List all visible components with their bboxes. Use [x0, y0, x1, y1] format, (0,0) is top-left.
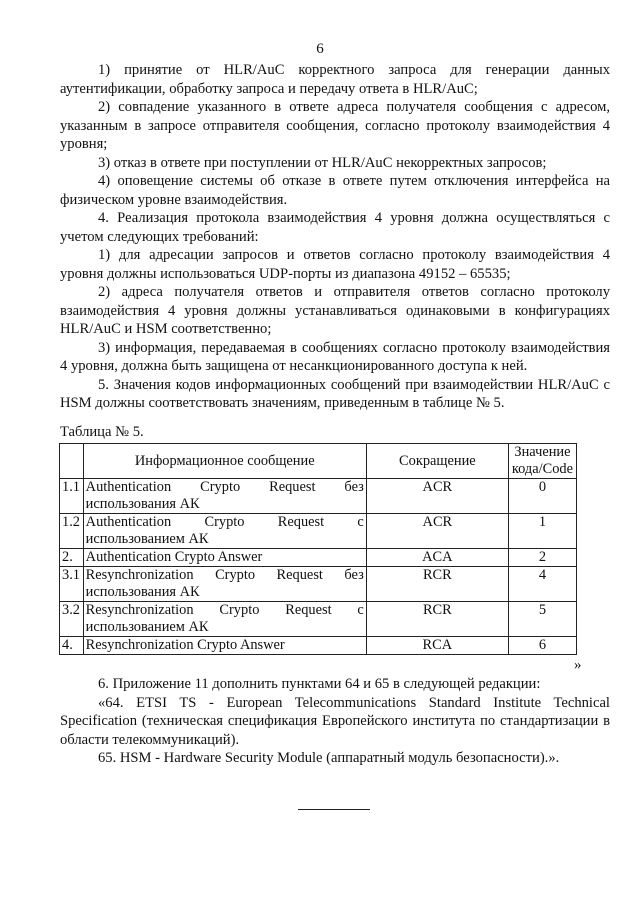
table-header-row [60, 444, 577, 479]
closing-quote-mark: » [574, 657, 582, 673]
paragraph-3-4: 4) оповещение системы об отказе в ответе путем отключения интерфейса на физическом уровне взаимодействия. [60, 173, 610, 208]
codes-table [59, 443, 577, 655]
paragraph-item-64: «64. ETSI TS - European Telecommunications Standard Institute Technical Specification (техническая спецификация Европейского института по стандартизации в области телекоммуникаций). [60, 694, 610, 748]
row-message-line1: Resynchronization Crypto Request с [85, 602, 364, 618]
table-caption: Таблица № 5. [60, 424, 144, 440]
row-message [83, 479, 366, 514]
paragraph-3-1: 1) принятие от HLR/AuC корректного запроса для генерации данных аутентификации, обработку запроса и передачу ответа в HLR/AuC; [60, 62, 610, 97]
row-num: 1.1 [60, 479, 84, 514]
row-message-line1: Resynchronization Crypto Request без [85, 567, 364, 583]
row-num: 1.2 [60, 514, 84, 549]
row-num: 2. [60, 549, 84, 567]
row-code: 6 [508, 637, 576, 655]
header-code [508, 444, 576, 479]
header-code-line2: кода/Code [511, 461, 573, 477]
table-row [60, 514, 577, 549]
table-row [60, 479, 577, 514]
end-divider [298, 809, 370, 810]
header-message: Информационное сообщение [83, 444, 366, 479]
row-code: 2 [508, 549, 576, 567]
paragraph-3-3: 3) отказ в ответе при поступлении от HLR/AuC некорректных запросов; [98, 154, 547, 171]
row-message-line1: Authentication Crypto Request с [85, 514, 364, 530]
paragraph-section-6: 6. Приложение 11 дополнить пунктами 64 и 65 в следующей редакции: [98, 676, 541, 692]
paragraph-4-3: 3) информация, передаваемая в сообщениях согласно протоколу взаимодействия 4 уровня, должна быть защищена от несанкционированного доступа к ней. [60, 339, 610, 374]
table-row [60, 567, 577, 602]
page-number: 6 [316, 41, 324, 57]
row-abbr: ACR [366, 514, 508, 549]
row-message-line2: использованием АК [85, 531, 209, 547]
row-message: Authentication Crypto Answer [83, 549, 366, 567]
paragraph-3-2: 2) совпадение указанного в ответе адреса получателя сообщения с адресом, указанным в запросе отправителя сообщения, согласно протоколу взаимодействия 4 уровня; [60, 99, 610, 152]
row-message: Resynchronization Crypto Answer [83, 637, 366, 655]
paragraph-section-5: 5. Значения кодов информационных сообщений при взаимодействии HLR/AuC с HSM должны соответствовать значениям, приведенным в таблице № 5. [60, 376, 610, 411]
row-num: 3.2 [60, 602, 84, 637]
amendment-text [60, 675, 610, 768]
row-message-line2: использования АК [85, 496, 200, 512]
row-message [83, 514, 366, 549]
body-text [60, 61, 610, 413]
row-code: 4 [508, 567, 576, 602]
row-num: 4. [60, 637, 84, 655]
header-abbr: Сокращение [366, 444, 508, 479]
row-num: 3.1 [60, 567, 84, 602]
row-message [83, 567, 366, 602]
row-message-line2: использованием АК [85, 619, 209, 635]
table-row [60, 602, 577, 637]
table-row [60, 549, 577, 567]
table-row [60, 637, 577, 655]
paragraph-4-2: 2) адреса получателя ответов и отправителя ответов согласно протоколу взаимодействия 4 уровня должны устанавливаться одинаковыми в конфигурациях HLR/AuC и HSM соответственно; [60, 284, 610, 337]
header-num [60, 444, 84, 479]
header-code-line1: Значение [514, 444, 571, 460]
row-abbr: RCR [366, 602, 508, 637]
paragraph-section-4: 4. Реализация протокола взаимодействия 4 уровня должна осуществляться с учетом следующих требований: [60, 210, 610, 245]
row-abbr: ACA [366, 549, 508, 567]
row-code: 0 [508, 479, 576, 514]
paragraph-4-1: 1) для адресации запросов и ответов согласно протоколу взаимодействия 4 уровня должны использоваться UDP-порты из диапазона 49152 – 65535; [60, 247, 610, 282]
row-abbr: ACR [366, 479, 508, 514]
row-message-line1: Authentication Crypto Request без [85, 479, 364, 495]
row-abbr: RCA [366, 637, 508, 655]
row-message [83, 602, 366, 637]
row-message-line2: использования АК [85, 584, 200, 600]
row-abbr: RCR [366, 567, 508, 602]
paragraph-item-65: 65. HSM - Hardware Security Module (аппаратный модуль безопасности).». [98, 750, 560, 766]
row-code: 1 [508, 514, 576, 549]
row-code: 5 [508, 602, 576, 637]
